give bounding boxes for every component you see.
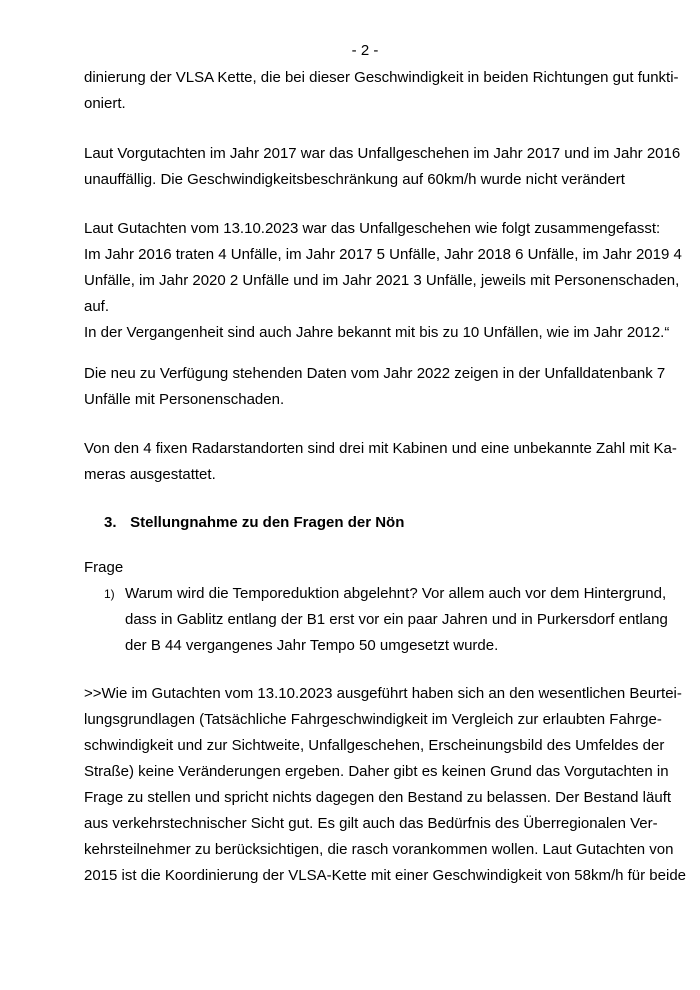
text-line: Unfälle, im Jahr 2020 2 Unfälle und im Jahr 2021 3 Unfälle, jeweils mit Personenschaden,	[84, 272, 680, 289]
question-marker: 1)	[104, 587, 115, 601]
text-line: Warum wird die Temporeduktion abgelehnt? Vor allem auch vor dem Hintergrund,	[125, 585, 667, 602]
text-line: Von den 4 fixen Radarstandorten sind drei mit Kabinen und eine unbekannte Zahl mit Ka-	[84, 440, 677, 457]
paragraph-unfallgeschehen	[84, 216, 682, 346]
paragraph-daten-2022	[84, 361, 666, 413]
text-line: Die neu zu Verfügung stehenden Daten vom Jahr 2022 zeigen in der Unfalldatenbank 7	[84, 365, 666, 382]
text-line: unauffällig. Die Geschwindigkeitsbeschränkung auf 60km/h wurde nicht verändert	[84, 171, 625, 188]
text-line: schwindigkeit und zur Sichtweite, Unfallgeschehen, Erscheinungsbild des Umfeldes der	[84, 737, 665, 754]
frage-label	[84, 555, 650, 581]
text-line: Im Jahr 2016 traten 4 Unfälle, im Jahr 2017 5 Unfälle, Jahr 2018 6 Unfälle, im Jahr 2019 4	[84, 246, 682, 263]
text-line: dinierung der VLSA Kette, die bei dieser Geschwindigkeit in beiden Richtungen gut funkti-	[84, 69, 679, 86]
question-text	[125, 581, 668, 659]
text-line: lungsgrundlagen (Tatsächliche Fahrgeschwindigkeit im Vergleich zur erlaubten Fahrge-	[84, 711, 662, 728]
text-line: Straße) keine Veränderungen ergeben. Daher gibt es keinen Grund das Vorgutachten in	[84, 763, 669, 780]
text-line: In der Vergangenheit sind auch Jahre bekannt mit bis zu 10 Unfällen, wie im Jahr 2012.“	[84, 324, 670, 341]
section-title: Stellungnahme zu den Fragen der Nön	[130, 514, 405, 531]
section-number: 3.	[104, 514, 117, 531]
text-line: >>Wie im Gutachten vom 13.10.2023 ausgeführt haben sich an den wesentlichen Beurtei-	[84, 685, 682, 702]
paragraph-answer	[84, 681, 686, 889]
text-line: Frage zu stellen und spricht nichts dagegen den Bestand zu belassen. Der Bestand läuft	[84, 789, 672, 806]
text-line: dass in Gablitz entlang der B1 erst vor ein paar Jahren und in Purkersdorf entlang	[125, 611, 668, 628]
text-line: Laut Vorgutachten im Jahr 2017 war das Unfallgeschehen im Jahr 2017 und im Jahr 2016	[84, 145, 681, 162]
page-number: - 2 -	[351, 42, 379, 59]
text-line: Frage	[84, 559, 124, 576]
text-line: auf.	[84, 298, 110, 315]
text-line: der B 44 vergangenes Jahr Tempo 50 umgesetzt wurde.	[125, 637, 499, 654]
text-line: oniert.	[84, 95, 126, 112]
text-line: Unfälle mit Personenschaden.	[84, 391, 285, 408]
text-line: meras ausgestattet.	[84, 466, 216, 483]
paragraph-vlsa-continuation	[84, 65, 679, 117]
paragraph-radarstandorte	[84, 436, 677, 488]
text-line: Laut Gutachten vom 13.10.2023 war das Unfallgeschehen wie folgt zusammengefasst:	[84, 220, 661, 237]
text-line: aus verkehrstechnischer Sicht gut. Es gilt auch das Bedürfnis des Überregionalen Ver-	[84, 815, 658, 832]
text-line: 2015 ist die Koordinierung der VLSA-Kette mit einer Geschwindigkeit von 58km/h für beide	[84, 867, 686, 884]
text-line: kehrsteilnehmer zu berücksichtigen, die rasch vorankommen wollen. Laut Gutachten von	[84, 841, 674, 858]
paragraph-vorgutachten-2017	[84, 141, 681, 193]
section-heading	[104, 510, 404, 536]
